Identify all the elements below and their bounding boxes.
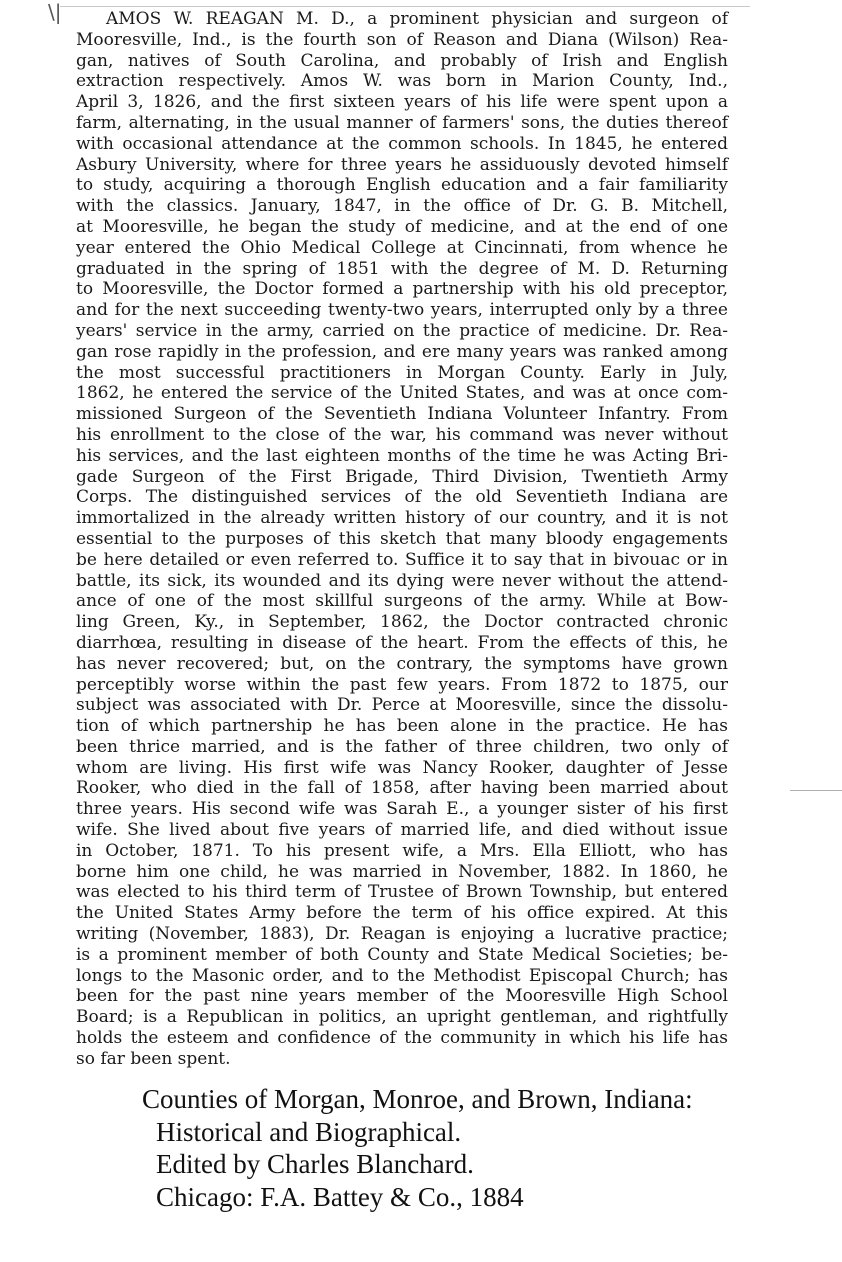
text-line: extraction respectively. Amos W. was born in Marion County, Ind.,	[76, 71, 728, 92]
text-line: April 3, 1826, and the first sixteen years of his life were spent upon a	[76, 92, 728, 113]
text-line: and for the next succeeding twenty-two years, interrupted only by a three	[76, 300, 728, 321]
text-line: his services, and the last eighteen months of the time he was Acting Bri-	[76, 445, 728, 466]
text-line: Mooresville, Ind., is the fourth son of Reason and Diana (Wilson) Rea-	[76, 29, 728, 50]
text-line: be here detailed or even referred to. Suffice it to say that in bivouac or in	[76, 549, 728, 570]
text-line: been thrice married, and is the father of three children, two only of	[76, 736, 728, 757]
text-line: was elected to his third term of Trustee of Brown Township, but entered	[76, 882, 728, 903]
text-line: ance of one of the most skillful surgeons of the army. While at Bow-	[76, 591, 728, 612]
text-line: Asbury University, where for three years he assiduously devoted himself	[76, 154, 728, 175]
text-line: essential to the purposes of this sketch that many bloody engagements	[76, 528, 728, 549]
text-line: at Mooresville, he began the study of medicine, and at the end of one	[76, 216, 728, 237]
text-line: years' service in the army, carried on the practice of medicine. Dr. Rea-	[76, 320, 728, 341]
text-line: immortalized in the already written history of our country, and it is not	[76, 508, 728, 529]
text-line: Corps. The distinguished services of the old Seventieth Indiana are	[76, 487, 728, 508]
text-line: his enrollment to the close of the war, his command was never without	[76, 424, 728, 445]
text-line: in October, 1871. To his present wife, a Mrs. Ella Elliott, who has	[76, 840, 728, 861]
text-line: graduated in the spring of 1851 with the degree of M. D. Returning	[76, 258, 728, 279]
text-line: the United States Army before the term of his office expired. At this	[76, 903, 728, 924]
text-line: is a prominent member of both County and State Medical Societies; be-	[76, 944, 728, 965]
text-line: ling Green, Ky., in September, 1862, the Doctor contracted chronic	[76, 612, 728, 633]
text-line: AMOS W. REAGAN M. D., a prominent physician and surgeon of	[106, 9, 728, 29]
citation-title: Counties of Morgan, Monroe, and Brown, Indiana:	[142, 1084, 693, 1114]
text-line: diarrhœa, resulting in disease of the heart. From the effects of this, he	[76, 632, 728, 653]
text-line: with occasional attendance at the common schools. In 1845, he entered	[76, 133, 728, 154]
text-line: wife. She lived about five years of married life, and died without issue	[76, 820, 728, 841]
text-line: holds the esteem and confidence of the community in which his life has	[76, 1028, 728, 1049]
text-line: Rooker, who died in the fall of 1858, after having been married about	[76, 778, 728, 799]
top-rule	[60, 6, 750, 7]
text-line: missioned Surgeon of the Seventieth Indiana Volunteer Infantry. From	[76, 404, 728, 425]
text-line: gade Surgeon of the First Brigade, Third Division, Twentieth Army	[76, 466, 728, 487]
citation-subtitle: Historical and Biographical.	[156, 1116, 462, 1147]
text-line: perceptibly worse within the past few years. From 1872 to 1875, our	[76, 674, 728, 695]
text-line: farm, alternating, in the usual manner of farmers' sons, the duties thereof	[76, 112, 728, 133]
citation-editor: Edited by Charles Blanchard.	[156, 1149, 474, 1179]
margin-rule	[790, 790, 842, 791]
biography-clipping	[76, 9, 728, 1070]
text-line: battle, its sick, its wounded and its dying were never without the attend-	[76, 570, 728, 591]
text-line: three years. His second wife was Sarah E., a younger sister of his first	[76, 799, 728, 820]
text-line: so far been spent.	[76, 1048, 231, 1069]
text-line: borne him one child, he was married in November, 1882. In 1860, he	[76, 861, 728, 882]
corner-tick-mark: \|	[48, 0, 62, 24]
text-line: year entered the Ohio Medical College at Cincinnati, from whence he	[76, 237, 728, 258]
text-line: tion of which partnership he has been alone in the practice. He has	[76, 716, 728, 737]
text-line: the most successful practitioners in Morgan County. Early in July,	[76, 362, 728, 383]
text-line: with the classics. January, 1847, in the office of Dr. G. B. Mitchell,	[76, 196, 728, 217]
text-line: 1862, he entered the service of the United States, and was at once com-	[76, 383, 728, 404]
text-line: to Mooresville, the Doctor formed a partnership with his old preceptor,	[76, 279, 728, 300]
text-line: longs to the Masonic order, and to the Methodist Episcopal Church; has	[76, 965, 728, 986]
text-line: Board; is a Republican in politics, an upright gentleman, and rightfully	[76, 1007, 728, 1028]
text-line: to study, acquiring a thorough English education and a fair familiarity	[76, 175, 728, 196]
text-line: has never recovered; but, on the contrary, the symptoms have grown	[76, 653, 728, 674]
text-line: subject was associated with Dr. Perce at Mooresville, since the dissolu-	[76, 695, 728, 716]
text-line: gan rose rapidly in the profession, and ere many years was ranked among	[76, 341, 728, 362]
text-line: gan, natives of South Carolina, and probably of Irish and English	[76, 50, 728, 71]
text-line: been for the past nine years member of the Mooresville High School	[76, 986, 728, 1007]
text-line: writing (November, 1883), Dr. Reagan is enjoying a lucrative practice;	[76, 924, 728, 945]
source-citation	[142, 1083, 693, 1213]
text-line: whom are living. His first wife was Nancy Rooker, daughter of Jesse	[76, 757, 728, 778]
citation-publisher: Chicago: F.A. Battey & Co., 1884	[156, 1181, 524, 1212]
